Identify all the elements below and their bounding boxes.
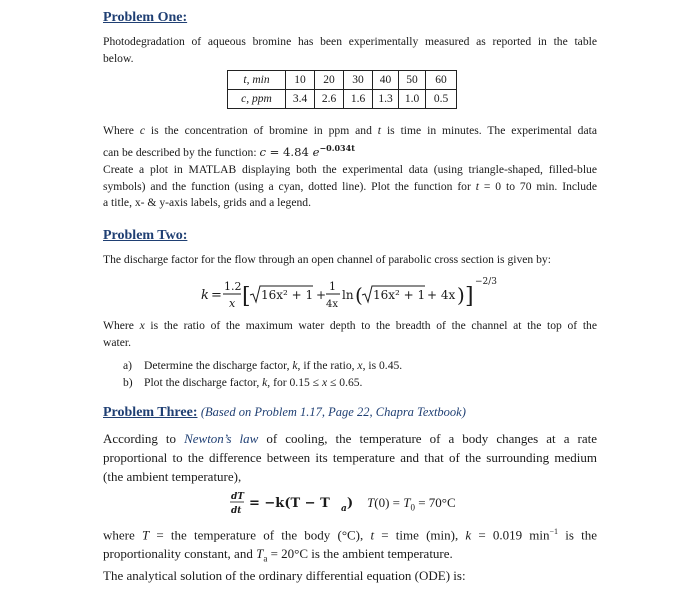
svg-text:): ) xyxy=(347,496,354,511)
problem-three-heading: Problem Three: xyxy=(103,405,198,420)
table-cell: 0.5 xyxy=(426,90,457,109)
svg-text:16x² + 1: 16x² + 1 xyxy=(261,288,314,302)
table-cell: 2.6 xyxy=(315,90,344,109)
table-row xyxy=(228,90,457,109)
svg-text:=: = xyxy=(211,288,222,303)
problem-one-heading: Problem One: xyxy=(103,10,188,25)
table-cell: 3.4 xyxy=(286,90,315,109)
svg-text:16x² + 1: 16x² + 1 xyxy=(373,288,426,302)
svg-text:[: [ xyxy=(242,284,251,309)
data-table xyxy=(227,70,457,109)
svg-text:+: + xyxy=(316,288,327,302)
intro-line-1: According to Newton’s law of cooling, the temperature of a body changes at a rate xyxy=(103,431,597,446)
table-cell: 10 xyxy=(286,71,315,90)
cooling-ode xyxy=(225,488,355,518)
where-line-1: Where x is the ratio of the maximum water depth to the breadth of the channel at the top of the xyxy=(103,319,597,332)
problem-three-subtitle: (Based on Problem 1.17, Page 22, Chapra Textbook) xyxy=(200,405,466,419)
problem-three-title xyxy=(103,404,466,421)
where-line-2: proportionality constant, and $T_a = 20^\circ C$ is the ambient temperature. xyxy=(103,546,453,564)
table-cell: 1.3 xyxy=(373,90,399,109)
table-cell: 20 xyxy=(315,71,344,90)
intro-line-1: Photodegradation of aqueous bromine has been experimentally measured as reported in the table xyxy=(103,35,597,48)
svg-text:ln: ln xyxy=(342,288,354,302)
part-b: b) Plot the discharge factor, k, for 0.15 ≤ x ≤ 0.65. xyxy=(123,375,363,389)
where-line-1: where T = the temperature of the body (°C), t = time (min), k = 0.019 $\min^{-1}$ is the xyxy=(103,527,597,543)
svg-text:a: a xyxy=(341,504,347,514)
svg-text:): ) xyxy=(457,283,465,307)
problem-two-intro: The discharge factor for the flow through an open channel of parabolic cross section is given by: xyxy=(103,253,551,266)
table-cell: 1.0 xyxy=(399,90,426,109)
problem-three-intro xyxy=(103,429,597,486)
table-header-cell: t, min xyxy=(228,71,286,90)
problem-one-where xyxy=(103,123,597,161)
svg-text:dt: dt xyxy=(231,506,242,516)
where-line-2: water. xyxy=(103,335,132,349)
discharge-factor-equation xyxy=(195,270,515,318)
initial-condition: $T(0) = T_0 = 70^\circ C$ xyxy=(367,495,456,513)
table-cell: 50 xyxy=(399,71,426,90)
problem-three-solution-intro: The analytical solution of the ordinary differential equation (ODE) is: xyxy=(103,568,466,583)
problem-two-parts xyxy=(123,358,593,391)
part-a: a) Determine the discharge factor, k, if the ratio, x, is 0.45. xyxy=(123,359,403,372)
svg-text:−2/3: −2/3 xyxy=(475,277,498,287)
svg-text:]: ] xyxy=(465,284,474,309)
table-cell: 1.6 xyxy=(344,90,373,109)
problem-two-heading: Problem Two: xyxy=(103,228,188,243)
svg-text:1.2: 1.2 xyxy=(224,280,242,293)
intro-line-2: proportional to the difference between its temperature and that of the surrounding medium xyxy=(103,450,597,465)
task-line-3: a title, x- & y-axis labels, grids and a legend. xyxy=(103,196,311,209)
svg-text:k: k xyxy=(201,288,209,303)
problem-three-where xyxy=(103,522,597,569)
task-line-2: symbols) and the function (using a cyan, dotted line). Plot the function for t = 0 to 70 min. Include xyxy=(103,179,597,193)
problem-two-where xyxy=(103,318,597,351)
svg-text:x: x xyxy=(229,297,236,310)
svg-text:+ 4x: + 4x xyxy=(427,288,456,302)
table-row xyxy=(228,71,457,90)
svg-text:4x: 4x xyxy=(326,299,339,310)
table-cell: 30 xyxy=(344,71,373,90)
svg-text:dT: dT xyxy=(231,492,244,502)
problem-one-intro xyxy=(103,34,597,67)
where-line-2: can be described by the function: c = 4.84 $e^{-0.034t}$ xyxy=(103,142,355,159)
intro-line-2: below. xyxy=(103,51,134,65)
intro-line-3: (the ambient temperature), xyxy=(103,469,242,484)
problem-one-task xyxy=(103,162,597,212)
task-line-1: Create a plot in MATLAB displaying both the experimental data (using triangle-shaped, filled-blue xyxy=(103,163,597,176)
table-cell: 60 xyxy=(426,71,457,90)
svg-text:1: 1 xyxy=(329,280,336,293)
svg-text:(: ( xyxy=(355,283,363,307)
table-cell: 40 xyxy=(373,71,399,90)
where-line-1: Where c is the concentration of bromine in ppm and t is time in minutes. The experimental data xyxy=(103,124,597,137)
svg-text:= −k(T − T: = −k(T − T xyxy=(249,496,330,511)
table-header-cell: c, ppm xyxy=(228,90,286,109)
